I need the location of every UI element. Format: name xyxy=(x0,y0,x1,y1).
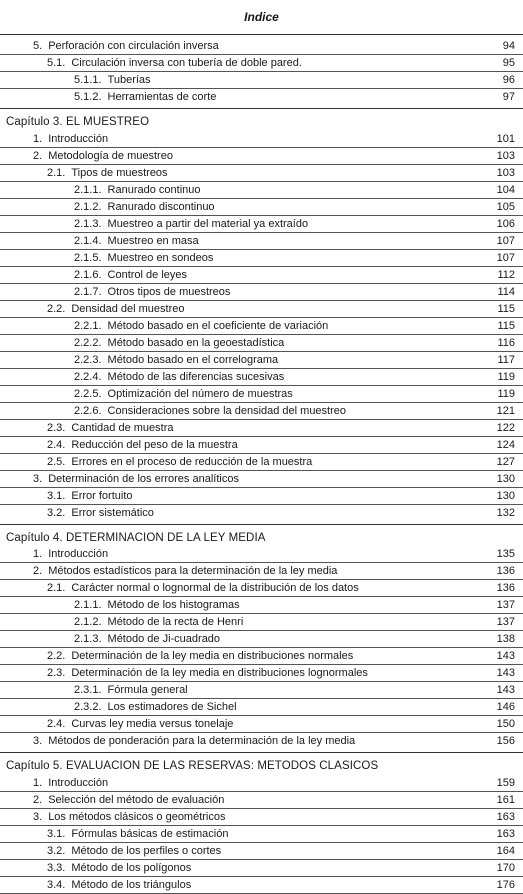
toc-entry[interactable] xyxy=(0,699,523,716)
entry-title: Métodos de ponderación para la determinación de la ley media xyxy=(48,735,356,747)
entry-page-number: 107 xyxy=(496,234,515,247)
entry-title: Métodos estadísticos para la determinación de la ley media xyxy=(48,565,338,577)
toc-entry[interactable] xyxy=(0,563,523,580)
entry-page-number: 176 xyxy=(496,878,515,891)
entry-number: 5.1.2. xyxy=(74,91,102,103)
entry-number: 2.4. xyxy=(47,438,66,451)
entry-number: 2. xyxy=(33,149,43,162)
entry-number: 3.1. xyxy=(47,827,66,840)
entry-page-number: 156 xyxy=(496,735,515,747)
entry-page-number: 161 xyxy=(496,793,515,806)
entry-page-number: 163 xyxy=(496,810,515,823)
entry-title: Introducción xyxy=(48,132,109,145)
toc-entry[interactable] xyxy=(0,437,523,454)
toc-entry[interactable] xyxy=(0,877,523,894)
toc-entry[interactable] xyxy=(0,420,523,437)
toc-entry[interactable] xyxy=(0,386,523,403)
chapter-heading: Capítulo 4. DETERMINACION DE LA LEY MEDIA xyxy=(6,531,266,544)
entry-title: Los métodos clásicos o geométricos xyxy=(48,810,226,823)
entry-title: Determinación de la ley media en distribuciones normales xyxy=(71,650,354,662)
table-of-contents xyxy=(0,38,523,894)
entry-number: 2.1.3. xyxy=(74,633,102,645)
toc-entry[interactable] xyxy=(0,665,523,682)
entry-title: Determinación de los errores analíticos xyxy=(48,472,239,485)
entry-number: 3.4. xyxy=(47,878,66,891)
entry-page-number: 105 xyxy=(496,200,515,213)
toc-entry[interactable] xyxy=(0,733,523,749)
chapter-heading: Capítulo 5. EVALUACION DE LAS RESERVAS: METODOS CLASICOS xyxy=(6,760,379,772)
entry-page-number: 115 xyxy=(497,302,515,315)
entry-page-number: 94 xyxy=(502,40,515,52)
toc-section xyxy=(0,524,523,750)
entry-page-number: 163 xyxy=(496,827,515,840)
entry-title: Error sistemático xyxy=(71,506,154,519)
entry-number: 1. xyxy=(33,548,43,560)
entry-number: 2.2.2. xyxy=(74,336,102,349)
entry-page-number: 146 xyxy=(496,701,515,713)
entry-title: Método de los perfiles o cortes xyxy=(71,844,222,857)
entry-page-number: 119 xyxy=(497,370,515,383)
entry-number: 1. xyxy=(33,132,43,145)
entry-page-number: 115 xyxy=(497,319,515,332)
toc-entry[interactable] xyxy=(0,335,523,352)
entry-number: 2.1.3. xyxy=(74,217,102,230)
entry-title: Método de las diferencias sucesivas xyxy=(107,370,285,383)
toc-entry[interactable] xyxy=(0,267,523,284)
entry-number: 5. xyxy=(33,40,43,52)
entry-page-number: 136 xyxy=(496,565,515,577)
entry-page-number: 127 xyxy=(496,455,515,468)
toc-entry[interactable] xyxy=(0,716,523,733)
entry-number: 2.1.1. xyxy=(74,599,102,611)
toc-entry[interactable] xyxy=(0,454,523,471)
entry-title: Introducción xyxy=(48,776,109,789)
entry-title: Selección del método de evaluación xyxy=(48,793,225,806)
toc-entry[interactable] xyxy=(0,216,523,233)
entry-number: 3. xyxy=(33,810,43,823)
entry-number: 2.2.5. xyxy=(74,387,102,400)
entry-number: 2. xyxy=(33,565,43,577)
entry-number: 2.1. xyxy=(47,166,66,179)
entry-title: Ranurado discontinuo xyxy=(107,200,215,213)
entry-title: Método de los polígonos xyxy=(71,861,192,874)
toc-entry[interactable] xyxy=(0,199,523,216)
entry-number: 2.1.1. xyxy=(74,183,102,196)
entry-title: Circulación inversa con tubería de doble pared. xyxy=(71,57,302,69)
toc-entry[interactable] xyxy=(0,89,523,105)
entry-page-number: 121 xyxy=(496,404,515,417)
entry-title: Muestreo en sondeos xyxy=(107,251,214,264)
entry-number: 2.5. xyxy=(47,455,66,468)
entry-number: 2.1.2. xyxy=(74,200,102,213)
entry-page-number: 112 xyxy=(497,268,515,281)
entry-page-number: 137 xyxy=(496,616,515,628)
toc-entry[interactable] xyxy=(0,250,523,267)
entry-page-number: 95 xyxy=(502,57,515,69)
entry-page-number: 97 xyxy=(502,91,515,103)
entry-number: 2.2. xyxy=(47,302,66,315)
toc-entry[interactable] xyxy=(0,148,523,165)
entry-number: 5.1.1. xyxy=(74,74,102,86)
entry-title: Método de la recta de Henri xyxy=(107,616,244,628)
entry-title: Método de los histogramas xyxy=(107,599,240,611)
entry-page-number: 96 xyxy=(502,74,515,86)
entry-page-number: 101 xyxy=(496,132,515,145)
entry-number: 2.3.1. xyxy=(74,684,102,696)
toc-entry[interactable] xyxy=(0,809,523,826)
toc-entry[interactable] xyxy=(0,580,523,597)
toc-entry[interactable] xyxy=(0,403,523,420)
entry-title: Control de leyes xyxy=(107,268,188,281)
entry-title: Método basado en la geoestadística xyxy=(107,336,285,349)
entry-title: Método basado en el correlograma xyxy=(107,353,279,366)
toc-entry[interactable] xyxy=(0,55,523,72)
entry-title: Error fortuito xyxy=(71,489,133,502)
entry-page-number: 143 xyxy=(496,650,515,662)
entry-page-number: 135 xyxy=(496,548,515,560)
entry-number: 3.2. xyxy=(47,506,66,519)
entry-title: Método de Ji-cuadrado xyxy=(107,633,221,645)
entry-title: Muestreo a partir del material ya extraído xyxy=(107,217,309,230)
entry-page-number: 159 xyxy=(496,776,515,789)
toc-entry[interactable] xyxy=(0,38,523,55)
toc-entry[interactable] xyxy=(0,614,523,631)
entry-page-number: 117 xyxy=(497,353,515,366)
entry-page-number: 119 xyxy=(497,387,515,400)
entry-title: Errores en el proceso de reducción de la muestra xyxy=(71,455,313,468)
entry-page-number: 103 xyxy=(496,149,515,162)
entry-page-number: 107 xyxy=(496,251,515,264)
entry-number: 2. xyxy=(33,793,43,806)
entry-page-number: 132 xyxy=(496,506,515,519)
entry-title: Muestreo en masa xyxy=(107,234,199,247)
entry-title: Tipos de muestreos xyxy=(71,166,168,179)
entry-number: 2.3. xyxy=(47,667,66,679)
entry-title: Cantidad de muestra xyxy=(71,421,174,434)
entry-number: 5.1. xyxy=(47,57,66,69)
toc-entry[interactable] xyxy=(0,597,523,614)
entry-title: Introducción xyxy=(48,548,109,560)
entry-page-number: 137 xyxy=(496,599,515,611)
entry-number: 2.1.2. xyxy=(74,616,102,628)
toc-entry[interactable] xyxy=(0,488,523,505)
toc-entry[interactable] xyxy=(0,505,523,521)
entry-title: Curvas ley media versus tonelaje xyxy=(71,718,234,730)
entry-page-number: 104 xyxy=(496,183,515,196)
entry-page-number: 116 xyxy=(497,336,515,349)
entry-page-number: 150 xyxy=(496,718,515,730)
entry-title: Densidad del muestreo xyxy=(71,302,185,315)
toc-entry[interactable] xyxy=(0,792,523,809)
entry-title: Otros tipos de muestreos xyxy=(107,285,231,298)
toc-entry[interactable] xyxy=(0,318,523,335)
entry-page-number: 138 xyxy=(496,633,515,645)
toc-entry[interactable] xyxy=(0,284,523,301)
entry-title: Fórmula general xyxy=(107,684,188,696)
toc-entry[interactable] xyxy=(0,352,523,369)
entry-page-number: 143 xyxy=(496,684,515,696)
entry-title: Ranurado continuo xyxy=(107,183,201,196)
entry-title: Metodología de muestreo xyxy=(48,149,173,162)
toc-section xyxy=(0,38,523,105)
toc-entry[interactable] xyxy=(0,843,523,860)
toc-entry[interactable] xyxy=(0,301,523,318)
entry-number: 2.2. xyxy=(47,650,66,662)
entry-title: Tuberías xyxy=(107,74,151,86)
toc-entry[interactable] xyxy=(0,369,523,386)
entry-number: 3. xyxy=(33,735,43,747)
entry-page-number: 114 xyxy=(497,285,515,298)
entry-title: Consideraciones sobre la densidad del muestreo xyxy=(107,404,347,417)
entry-number: 2.2.3. xyxy=(74,353,102,366)
header-divider xyxy=(0,34,523,35)
toc-entry[interactable] xyxy=(0,471,523,488)
toc-section xyxy=(0,752,523,894)
entry-number: 2.3.2. xyxy=(74,701,102,713)
toc-entry[interactable] xyxy=(0,165,523,182)
entry-number: 3. xyxy=(33,472,43,485)
entry-page-number: 103 xyxy=(496,166,515,179)
toc-entry[interactable] xyxy=(0,72,523,89)
entry-title: Herramientas de corte xyxy=(107,91,217,103)
toc-entry[interactable] xyxy=(0,775,523,792)
entry-title: Método basado en el coeficiente de variación xyxy=(107,319,329,332)
toc-entry[interactable] xyxy=(0,182,523,199)
entry-number: 3.1. xyxy=(47,489,66,502)
entry-number: 2.1. xyxy=(47,582,66,594)
toc-entry[interactable] xyxy=(0,826,523,843)
entry-page-number: 122 xyxy=(496,421,515,434)
entry-number: 2.3. xyxy=(47,421,66,434)
entry-title: Perforación con circulación inversa xyxy=(48,40,219,52)
entry-number: 2.1.5. xyxy=(74,251,102,264)
toc-entry[interactable] xyxy=(0,860,523,877)
toc-entry[interactable] xyxy=(0,682,523,699)
entry-number: 1. xyxy=(33,776,43,789)
entry-page-number: 130 xyxy=(496,489,515,502)
entry-title: Los estimadores de Sichel xyxy=(107,701,237,713)
entry-page-number: 106 xyxy=(496,217,515,230)
entry-number: 2.2.6. xyxy=(74,404,102,417)
entry-title: Optimización del número de muestras xyxy=(107,387,293,400)
entry-number: 2.1.6. xyxy=(74,268,102,281)
page-title: Indice xyxy=(244,10,279,24)
toc-entry[interactable] xyxy=(0,233,523,250)
entry-page-number: 143 xyxy=(496,667,515,679)
entry-number: 2.2.4. xyxy=(74,370,102,383)
entry-title: Reducción del peso de la muestra xyxy=(71,438,238,451)
entry-number: 2.1.4. xyxy=(74,234,102,247)
entry-page-number: 164 xyxy=(496,844,515,857)
toc-entry[interactable] xyxy=(0,631,523,648)
entry-page-number: 136 xyxy=(496,582,515,594)
entry-title: Fórmulas básicas de estimación xyxy=(71,827,229,840)
toc-entry[interactable] xyxy=(0,131,523,148)
entry-title: Carácter normal o lognormal de la distribución de los datos xyxy=(71,582,359,594)
chapter-heading: Capítulo 3. EL MUESTREO xyxy=(6,116,150,128)
entry-page-number: 124 xyxy=(496,438,515,451)
entry-title: Determinación de la ley media en distribuciones lognormales xyxy=(71,667,368,679)
entry-page-number: 170 xyxy=(496,861,515,874)
entry-title: Método de los triángulos xyxy=(71,878,192,891)
entry-number: 2.1.7. xyxy=(74,285,102,298)
entry-number: 2.2.1. xyxy=(74,319,102,332)
toc-section xyxy=(0,108,523,521)
entry-page-number: 130 xyxy=(496,472,515,485)
toc-entry[interactable] xyxy=(0,546,523,563)
entry-number: 2.4. xyxy=(47,718,66,730)
toc-entry[interactable] xyxy=(0,648,523,665)
entry-number: 3.2. xyxy=(47,844,66,857)
entry-number: 3.3. xyxy=(47,861,66,874)
